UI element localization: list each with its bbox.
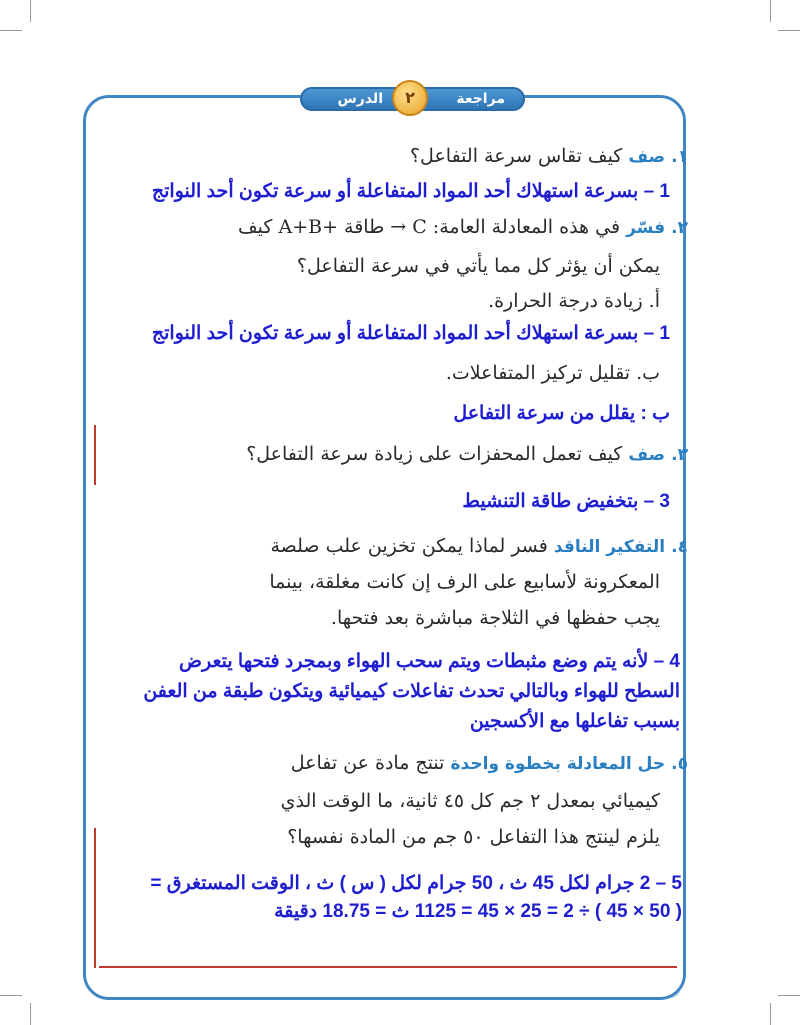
question-keyword: صف bbox=[628, 147, 666, 167]
answer-1: 1 – بسرعة استهلاك أحد المواد المتفاعلة أو سرعة تكون أحد النواتج bbox=[151, 181, 670, 202]
crop-mark bbox=[778, 995, 800, 996]
question-text: تنتج مادة عن تفاعل bbox=[290, 752, 445, 774]
question-number: ٥. bbox=[671, 754, 688, 774]
question-keyword: حل المعادلة بخطوة واحدة bbox=[450, 754, 666, 774]
question-3 bbox=[246, 443, 688, 465]
answer-2a: 1 – بسرعة استهلاك أحد المواد المتفاعلة أو سرعة تكون أحد النواتج bbox=[151, 323, 670, 344]
crop-mark bbox=[770, 1003, 771, 1025]
answer-2b: ب : يقلل من سرعة التفاعل bbox=[453, 403, 670, 424]
question-2-line-2: يمكن أن يؤثر كل مما يأتي في سرعة التفاعل؟ bbox=[296, 255, 660, 277]
question-5-line-2: كيميائي بمعدل ٢ جم كل ٤٥ ثانية، ما الوقت الذي bbox=[280, 790, 660, 812]
crop-mark bbox=[30, 1003, 31, 1025]
answer-4-line-1: 4 – لأنه يتم وضع مثبطات ويتم سحب الهواء وبمجرد فتحها يتعرض bbox=[179, 651, 680, 672]
crop-mark bbox=[778, 30, 800, 31]
crop-mark bbox=[770, 0, 771, 22]
question-2-item-a: أ. زيادة درجة الحرارة. bbox=[488, 290, 660, 312]
question-2 bbox=[238, 216, 688, 238]
question-number: ٤. bbox=[671, 537, 688, 557]
crop-mark bbox=[0, 30, 22, 31]
margin-mark bbox=[94, 828, 96, 968]
question-text: فسر لماذا يمكن تخزين علب صلصة bbox=[270, 535, 548, 557]
tab-lesson-label: الدرس bbox=[337, 91, 383, 107]
question-2-item-b: ب. تقليل تركيز المتفاعلات. bbox=[445, 362, 660, 384]
question-4 bbox=[270, 535, 688, 557]
question-1 bbox=[410, 145, 688, 167]
answer-5-line-2: ( 50 × 45 ) ÷ 2 = 25 × 45 = 1125 ث = 18.75 دقيقة bbox=[274, 901, 682, 922]
answer-5-line-1: 5 – 2 جرام لكل 45 ث ، 50 جرام لكل ( س ) ث ، الوقت المستغرق = bbox=[150, 873, 682, 894]
question-4-line-3: يجب حفظها في الثلاجة مباشرة بعد فتحها. bbox=[330, 607, 660, 629]
question-text: في هذه المعادلة العامة: C → طاقة +A+B كيف bbox=[237, 216, 621, 238]
question-keyword: فسّر bbox=[626, 218, 666, 238]
question-4-line-2: المعكرونة لأسابيع على الرف إن كانت مغلقة، بينما bbox=[269, 571, 660, 593]
answer-4-line-3: بسبب تفاعلها مع الأكسجين bbox=[469, 711, 680, 732]
question-5 bbox=[291, 752, 688, 774]
question-5-line-3: يلزم لينتج هذا التفاعل ٥٠ جم من المادة نفسها؟ bbox=[287, 826, 660, 848]
question-text: كيف تقاس سرعة التفاعل؟ bbox=[409, 145, 623, 167]
question-keyword: التفكير الناقد bbox=[553, 537, 666, 557]
question-number: ١. bbox=[671, 147, 688, 167]
lesson-number-badge: ٢ bbox=[392, 80, 428, 116]
question-number: ٣. bbox=[671, 445, 688, 465]
crop-mark bbox=[30, 0, 31, 22]
crop-mark bbox=[0, 995, 22, 996]
answer-3: 3 – بتخفيض طاقة التنشيط bbox=[462, 491, 670, 512]
margin-mark bbox=[94, 425, 96, 485]
tab-review-label: مراجعة bbox=[456, 91, 505, 107]
question-text: كيف تعمل المحفزات على زيادة سرعة التفاعل؟ bbox=[246, 443, 623, 465]
margin-mark bbox=[99, 966, 677, 968]
question-number: ٢. bbox=[671, 218, 688, 238]
question-keyword: صف bbox=[628, 445, 666, 465]
answer-4-line-2: السطح للهواء وبالتالي تحدث تفاعلات كيميائية ويتكون طبقة من العفن bbox=[143, 681, 680, 702]
